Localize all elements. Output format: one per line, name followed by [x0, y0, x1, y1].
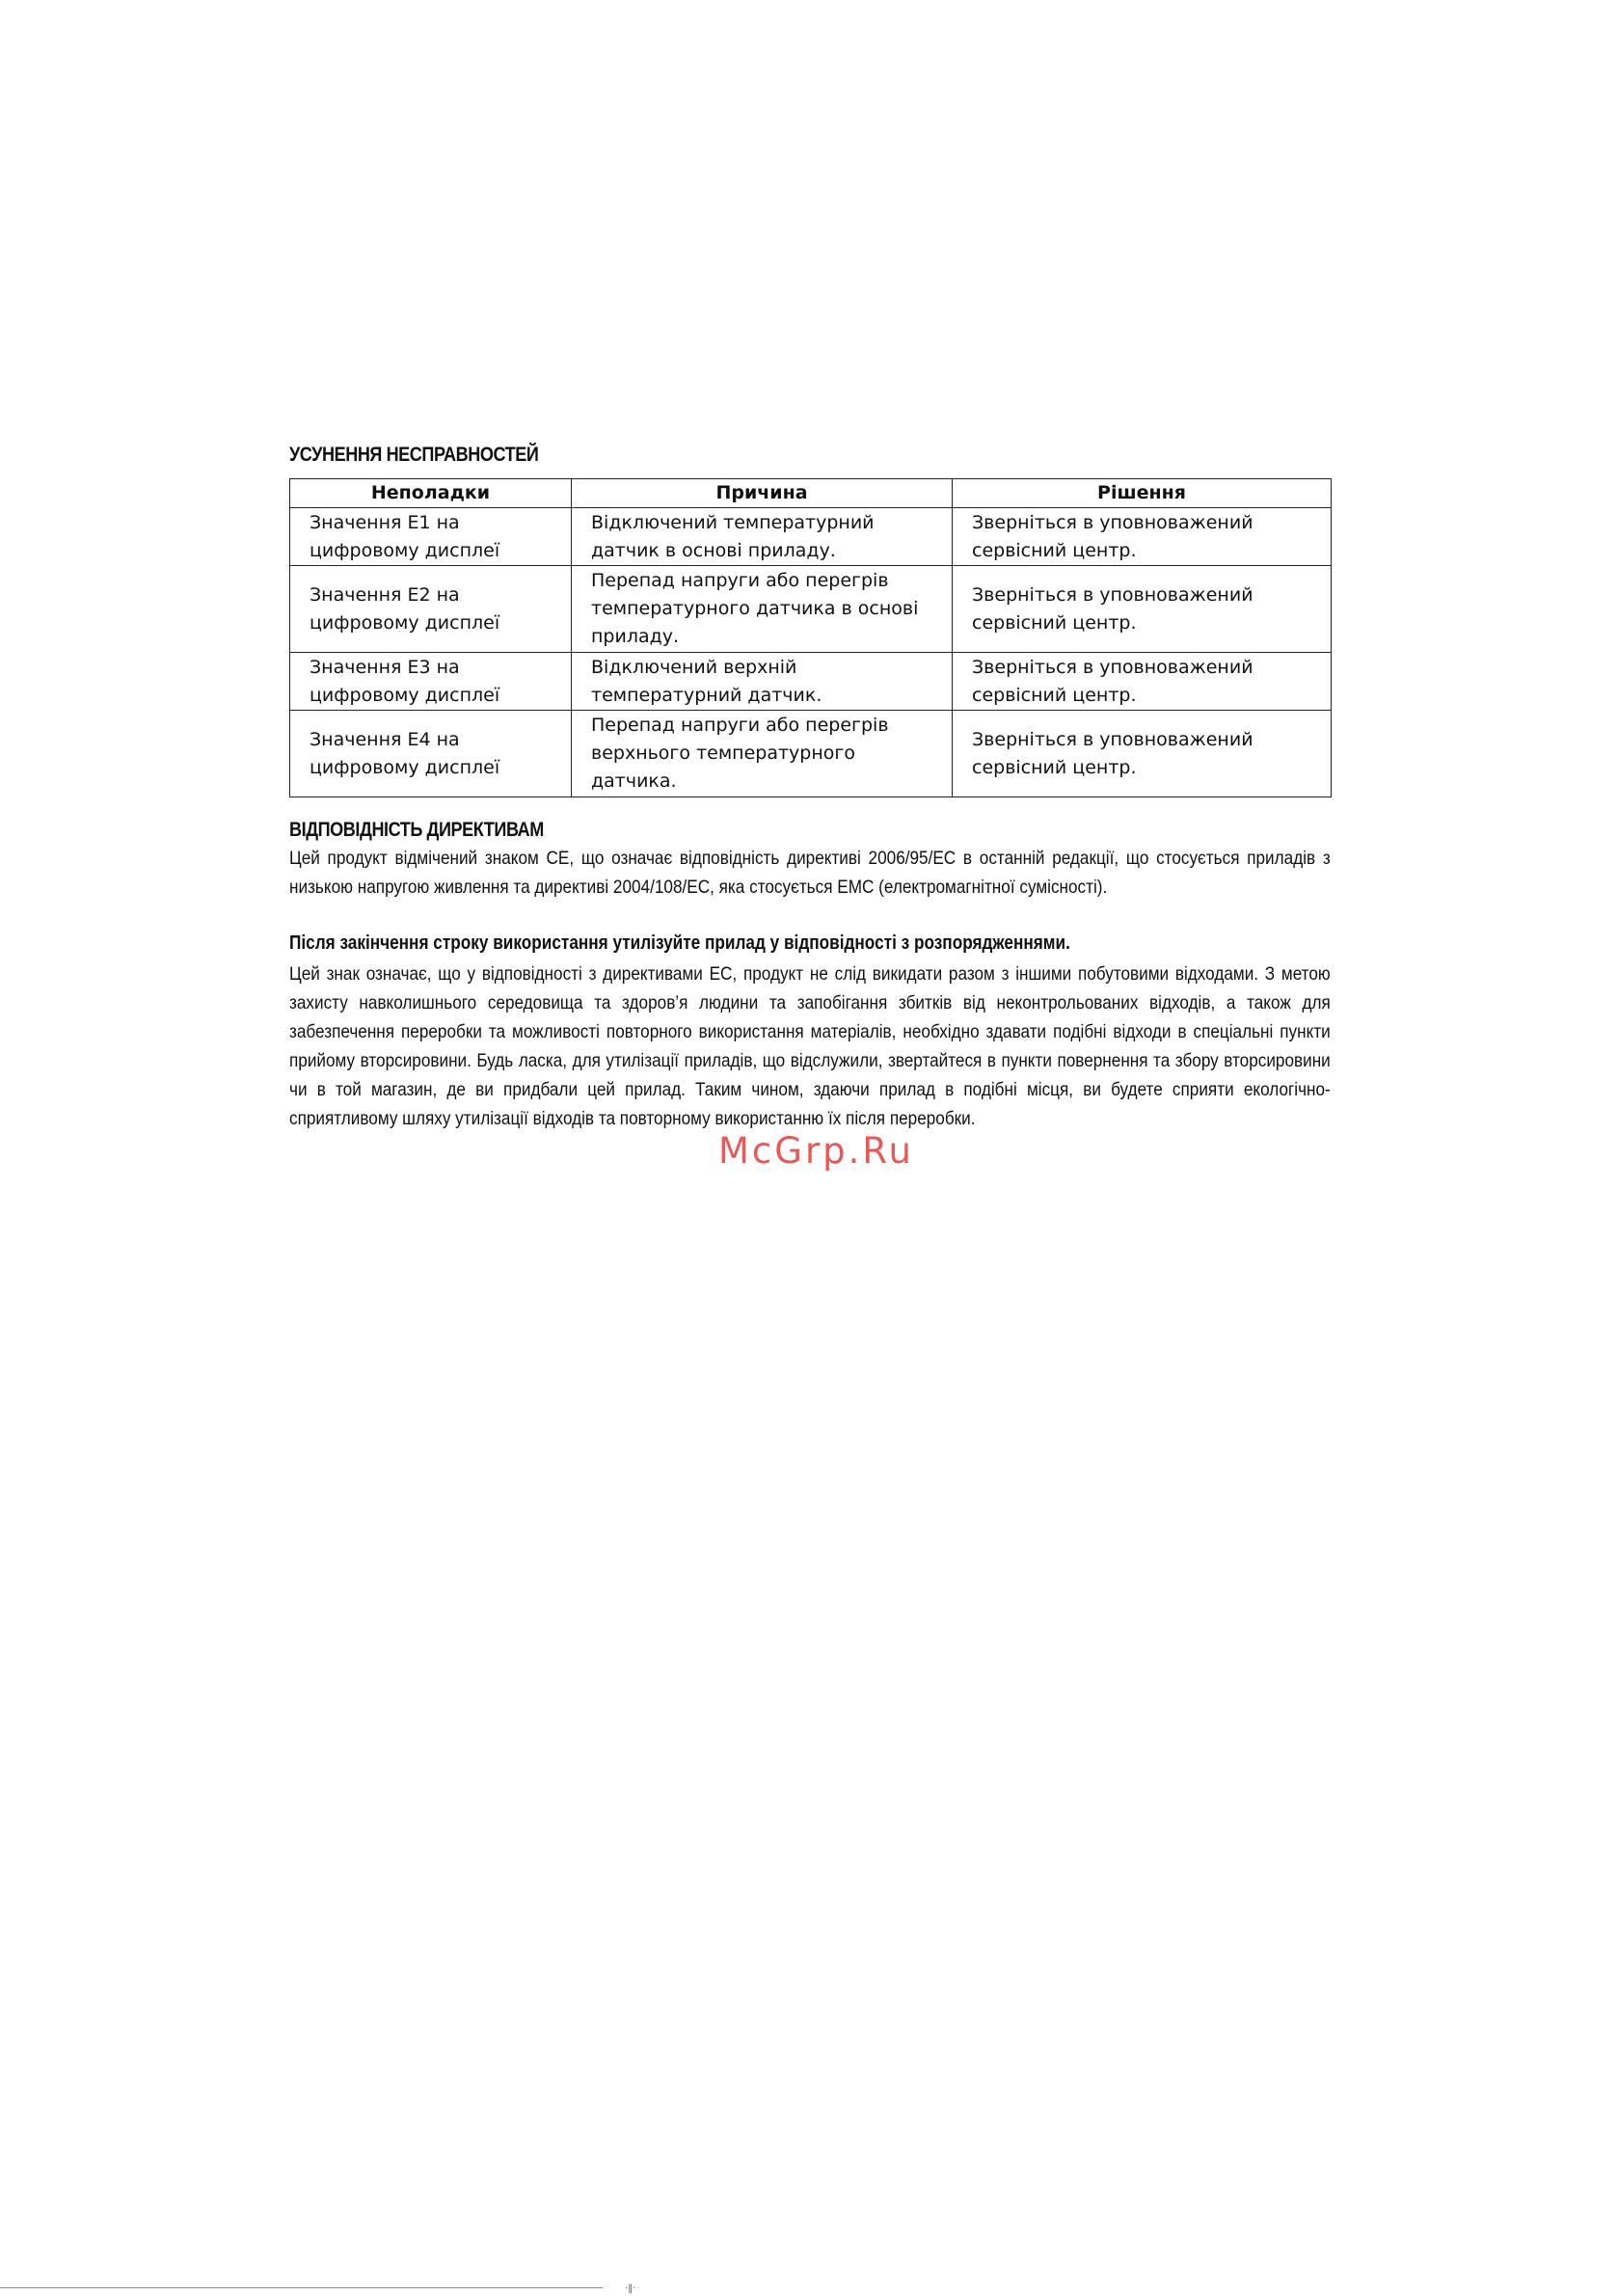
footer-divider — [0, 2287, 603, 2288]
solution-cell: Зверніться в уповноважений сервісний центр. — [953, 653, 1332, 711]
solution-cell: Зверніться в уповноважений сервісний центр. — [953, 508, 1332, 566]
troubleshooting-table — [289, 478, 1332, 797]
troubleshooting-title: УСУНЕННЯ НЕСПРАВНОСТЕЙ — [289, 444, 539, 466]
problem-cell: Значення Е4 на цифровому дисплеї — [290, 711, 572, 797]
compliance-text: Цей продукт відмічений знаком СЕ, що означає відповідність директиві 2006/95/ЕС в останній редакції, що стосується приладів з низькою напругою живлення та директиві 2004/108/ЕС, яка стосується ЕМС (електромагнітної сумісності). — [289, 848, 1331, 898]
solution-cell: Зверніться в уповноважений сервісний центр. — [953, 566, 1332, 653]
cause-cell: Перепад напруги або перегрів температурного датчика в основі приладу. — [572, 566, 953, 653]
watermark-logo: McGrp.Ru — [718, 1130, 914, 1172]
disposal-section — [289, 929, 1331, 1133]
cause-cell: Відключений температурний датчик в основі приладу. — [572, 508, 953, 566]
disposal-text: Цей знак означає, що у відповідності з директивами ЕС, продукт не слід викидати разом з іншими побутовими відходами. З метою захисту навколишнього середовища та здоров’я людини та запобігання збитків від неконтрольованих відходів, а також для забезпечення переробки та можливості повторного використання матеріалів, необхідно здавати подібні відходи в спеціальні пункти прийому вторсировини. Будь ласка, для утилізації приладів, що відслужили, звертайтеся в пункти повернення та збору вторсировини чи в той магазин, де ви придбали цей прилад. Таким чином, здаючи прилад в подібні місця, ви будете сприяти екологічно-сприятливому шляху утилізації відходів та повторному використанню їх після переробки. — [289, 963, 1331, 1129]
cause-cell: Відключений верхній температурний датчик. — [572, 653, 953, 711]
problem-cell: Значення Е1 на цифровому дисплеї — [290, 508, 572, 566]
disposal-title: Після закінчення строку використання утилізуйте прилад у відповідності з розпорядженнями. — [289, 932, 1070, 954]
page-content — [289, 444, 1331, 1133]
solution-cell: Зверніться в уповноважений сервісний центр. — [953, 711, 1332, 797]
table-row — [290, 653, 1332, 711]
compliance-title: ВІДПОВІДНІСТЬ ДИРЕКТИВАМ — [289, 819, 544, 841]
problem-cell: Значення Е2 на цифровому дисплеї — [290, 566, 572, 653]
compliance-section — [289, 819, 1331, 902]
column-header-problem: Неполадки — [290, 479, 572, 508]
problem-cell: Значення Е3 на цифровому дисплеї — [290, 653, 572, 711]
column-header-cause: Причина — [572, 479, 953, 508]
table-row — [290, 711, 1332, 797]
cause-cell: Перепад напруги або перегрів верхнього температурного датчика. — [572, 711, 953, 797]
column-header-solution: Рішення — [953, 479, 1332, 508]
footer-mark: ·‖· — [625, 2283, 636, 2294]
table-row — [290, 508, 1332, 566]
table-row — [290, 566, 1332, 653]
table-header-row — [290, 479, 1332, 508]
